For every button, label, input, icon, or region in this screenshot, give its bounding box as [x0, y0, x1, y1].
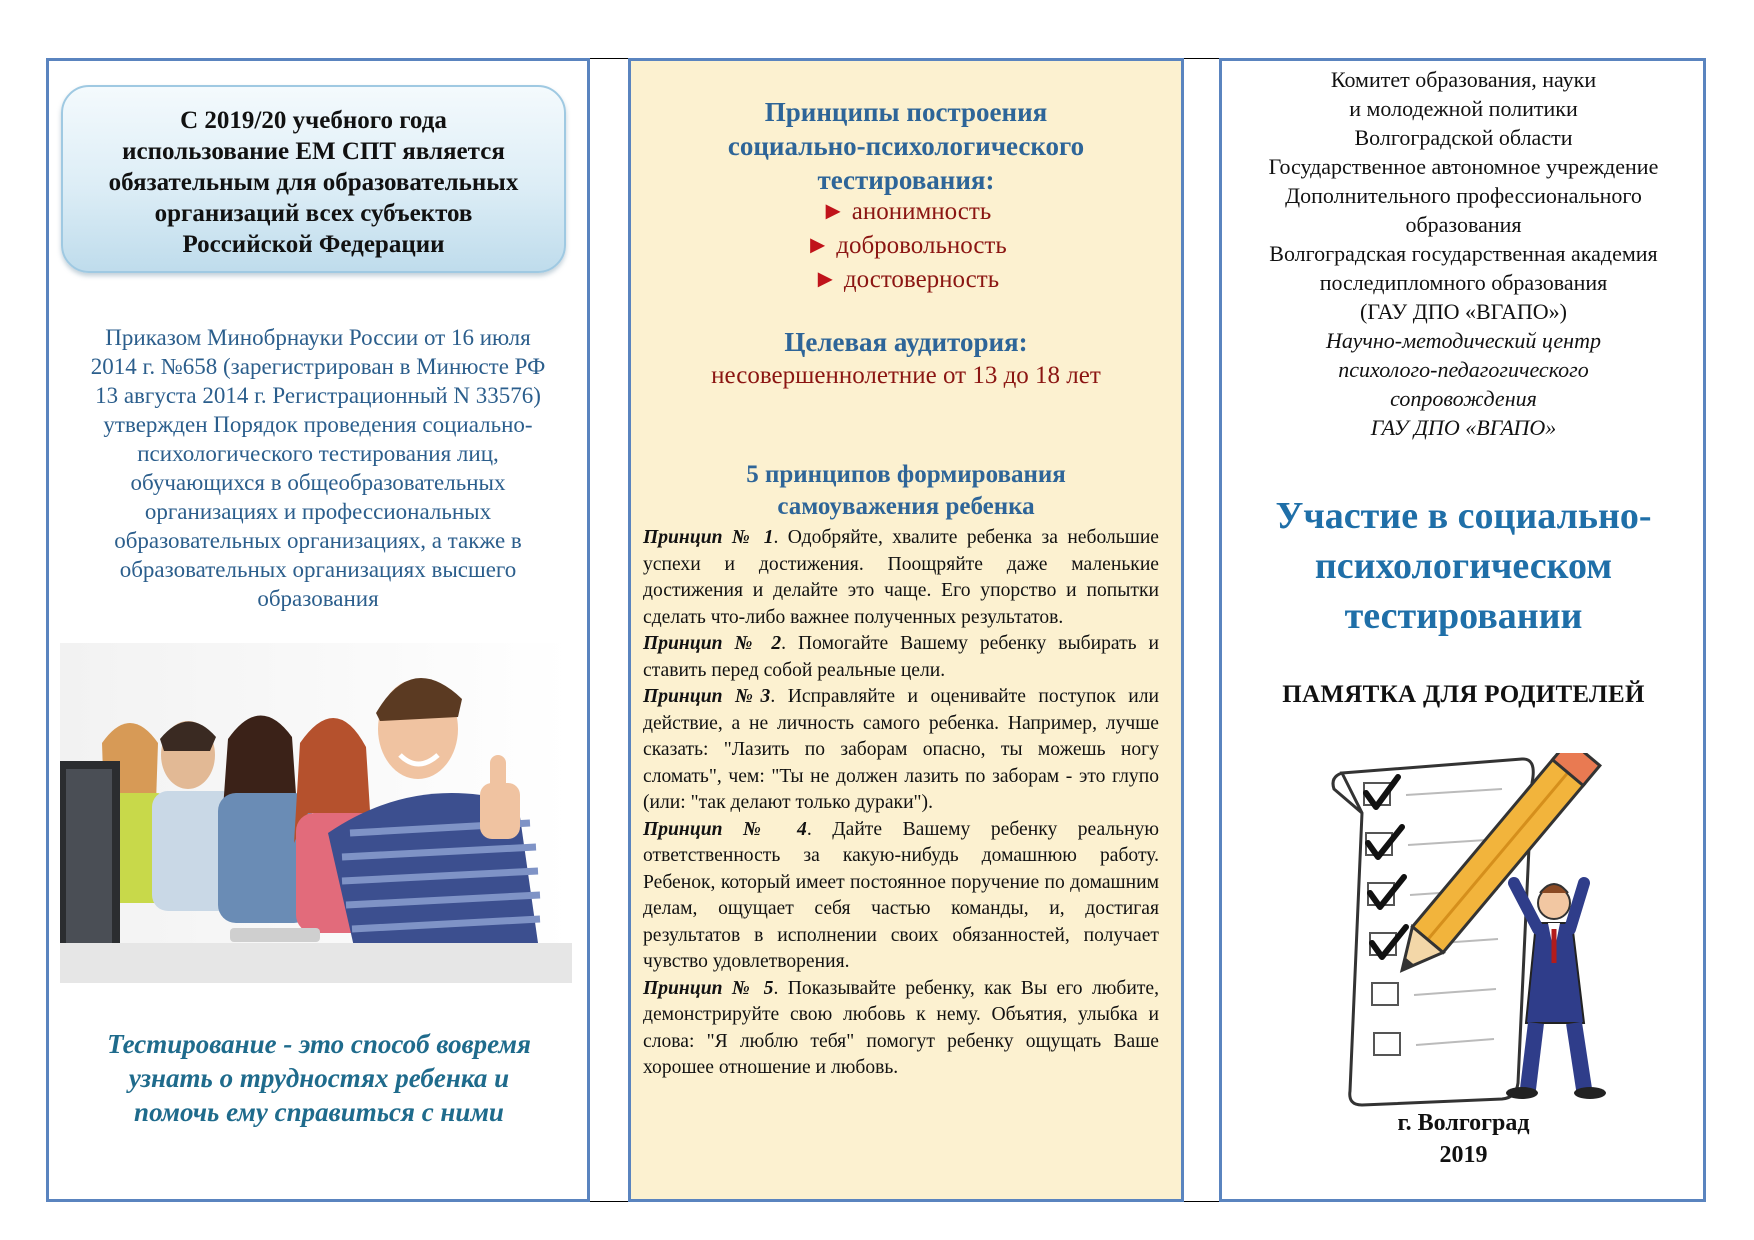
- order-line: образования: [257, 586, 379, 611]
- students-at-computers-photo: [60, 643, 572, 983]
- org-line: последипломного образования: [1319, 270, 1608, 295]
- org-line: образования: [1405, 212, 1522, 237]
- middle-panel: [628, 58, 1184, 1202]
- principle-label: достоверность: [843, 266, 1000, 293]
- city-and-year: [1230, 1107, 1697, 1171]
- order-line: утвержден Порядок проведения социально-: [103, 412, 533, 437]
- org-line: и молодежной политики: [1349, 96, 1578, 121]
- audience-heading: Целевая аудитория:: [784, 327, 1028, 357]
- tagline-line: узнать о трудностях ребенка и: [128, 1063, 510, 1093]
- principle-lead: Принцип № 2: [643, 633, 782, 654]
- order-line: организациях и профессиональных: [144, 499, 492, 524]
- order-line: Приказом Минобрнауки России от 16 июля: [105, 325, 531, 350]
- audience-value: несовершеннолетние от 13 до 18 лет: [711, 362, 1101, 389]
- fold-line-bottom-1: [590, 1201, 628, 1202]
- principles-heading: [641, 95, 1171, 197]
- order-line: обучающихся в общеобразовательных: [130, 470, 506, 495]
- heading-line: Принципы построения: [764, 97, 1048, 127]
- right-panel: [1219, 58, 1706, 1202]
- principle-label: добровольность: [836, 232, 1007, 259]
- center-line: ГАУ ДПО «ВГАПО»: [1370, 415, 1557, 440]
- fold-line-top-1: [590, 58, 628, 59]
- principle-paragraph: [643, 631, 1159, 684]
- principle-paragraph: [643, 976, 1159, 1082]
- org-line: Государственное автономное учреждение: [1268, 154, 1659, 179]
- org-line: Волгоградская государственная академия: [1269, 241, 1658, 266]
- brochure-subtitle: ПАМЯТКА ДЛЯ РОДИТЕЛЕЙ: [1282, 681, 1645, 708]
- org-line: Комитет образования, науки: [1330, 67, 1597, 92]
- principle-text: . Исправляйте и оценивайте поступок или действие, а не личность самого ребенка. Например, лучше сказать: "Лазить по заборам опасно, ты можешь ногу сломать", чем: "Ты не должен лазить по заборам - это глупо (или: "так делают только дураки").: [643, 686, 1159, 813]
- fold-line-bottom-2: [1184, 1201, 1219, 1202]
- principles-list: [641, 195, 1171, 297]
- organization-block: [1230, 65, 1697, 442]
- principle-text: . Одобряйте, хвалите ребенка за небольшие успехи и достижения. Поощряйте даже маленькие достижения и делайте это чаще. Его упорство и попытки сделать что-либо важнее полученных результатов.: [643, 527, 1159, 628]
- order-line: 13 августа 2014 г. Регистрационный N 33576): [95, 383, 541, 408]
- triangle-bullet-icon: ►: [805, 232, 830, 259]
- principle-label: анонимность: [851, 198, 992, 225]
- principle-paragraph: [643, 525, 1159, 631]
- heading-line: самоуважения ребенка: [777, 493, 1035, 520]
- principle-lead: Принцип № 1: [643, 527, 774, 548]
- org-line: Волгоградской области: [1354, 125, 1573, 150]
- principle-lead: Принцип №3: [643, 686, 771, 707]
- principle-paragraph: [643, 684, 1159, 817]
- callout-line: С 2019/20 учебного года: [180, 107, 447, 134]
- checklist-pencil-illustration: [1322, 753, 1622, 1133]
- title-line: психологическом: [1314, 545, 1613, 587]
- ministry-order-text: [57, 323, 579, 613]
- triangle-bullet-icon: ►: [820, 198, 846, 225]
- heading-line: тестирования:: [817, 165, 995, 195]
- callout-line: Российской Федерации: [182, 231, 445, 258]
- order-line: психологического тестирования лиц,: [137, 441, 499, 466]
- brochure-title: [1230, 491, 1697, 641]
- title-line: Участие в социально-: [1275, 495, 1652, 537]
- callout-line: обязательным для образовательных: [108, 169, 519, 196]
- title-line: тестировании: [1344, 595, 1583, 637]
- org-line: (ГАУ ДПО «ВГАПО»): [1360, 299, 1567, 324]
- self-esteem-heading: [641, 459, 1171, 523]
- triangle-bullet-icon: ►: [812, 266, 838, 293]
- heading-line: социально-психологического: [727, 131, 1085, 161]
- tagline-line: Тестирование - это способ вовремя: [107, 1029, 531, 1059]
- order-line: 2014 г. №658 (зарегистрирован в Минюсте РФ: [90, 354, 546, 379]
- principle-item: [641, 229, 1171, 263]
- center-line: психолого-педагогического: [1338, 357, 1589, 382]
- principle-item: [641, 195, 1171, 229]
- principle-item: [641, 263, 1171, 297]
- principle-text: . Дайте Вашему ребенку реальную ответственность за какую-нибудь домашнюю работу. Ребенок, который имеет постоянное поручение по домашним делам, ощущает себя частью команды, и, достигая результатов в исполнении своих обязанностей, получает чувство удовлетворения.: [643, 818, 1159, 972]
- year-label: 2019: [1439, 1142, 1488, 1168]
- principle-text: . Помогайте Вашему ребенку выбирать и ставить перед собой реальные цели.: [643, 633, 1160, 681]
- principle-paragraph: [643, 817, 1159, 976]
- testing-tagline: [59, 1027, 579, 1129]
- principle-lead: Принцип № 5: [643, 977, 774, 999]
- order-line: образовательных организациях высшего: [119, 557, 517, 582]
- callout-line: организаций всех субъектов: [154, 200, 473, 227]
- org-line: Дополнительного профессионального: [1285, 183, 1642, 208]
- left-panel: [46, 58, 590, 1202]
- heading-line: 5 принципов формирования: [746, 461, 1066, 488]
- principles-body: [643, 525, 1159, 1082]
- fold-line-top-2: [1184, 58, 1219, 59]
- center-line: Научно-методический центр: [1326, 328, 1601, 353]
- center-line: сопровождения: [1390, 386, 1537, 411]
- mandatory-notice-callout: [61, 85, 566, 273]
- principle-lead: Принцип № 4: [643, 818, 807, 840]
- tagline-line: помочь ему справиться с ними: [134, 1097, 504, 1127]
- principle-text: . Показывайте ребенку, как Вы его любите, демонстрируйте свою любовь к нему. Объятия, улыбка и слова: "Я люблю тебя" помогут ребенку ощущать Ваше хорошее отношение и любовь.: [643, 977, 1159, 1078]
- city-label: г. Волгоград: [1397, 1110, 1530, 1136]
- order-line: образовательных организациях, а также в: [114, 528, 522, 553]
- callout-line: использование ЕМ СПТ является: [122, 138, 505, 165]
